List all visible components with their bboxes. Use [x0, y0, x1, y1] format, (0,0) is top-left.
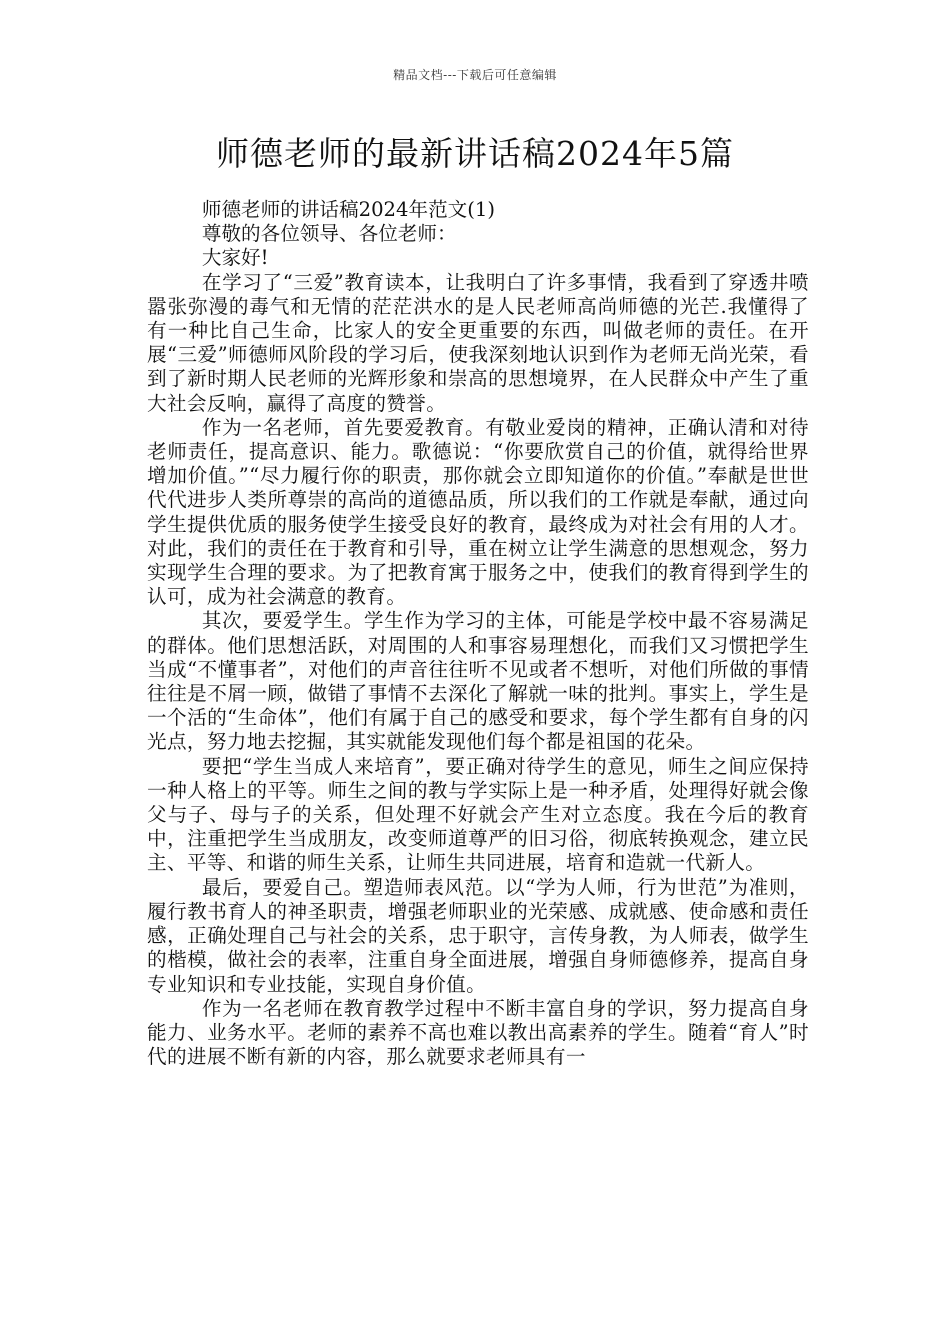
- header-note: 精品文档---下载后可任意编辑: [393, 68, 557, 82]
- paragraph: 作为一名老师，首先要爱教育。有敬业爱岗的精神，正确认清和对待老师责任，提高意识、能力。歌德说：“你要欣赏自己的价值，就得给世界增加价值。”“尽力履行你的职责，那你就会立即知道你的价值。”奉献是世世代代进步人类所尊崇的高尚的道德品质，所以我们的工作就是奉献，通过向学生提供优质的服务使学生接受良好的教育，最终成为对社会有用的人才。对此，我们的责任在于教育和引导，重在树立让学生满意的思想观念，努力实现学生合理的要求。为了把教育寓于服务之中，使我们的教育得到学生的认可，成为社会满意的教育。: [147, 415, 809, 609]
- document-title: 师德老师的最新讲话稿2024年5篇: [216, 134, 734, 173]
- paragraph: 最后，要爱自己。塑造师表风范。以“学为人师，行为世范”为准则，履行教书育人的神圣职责，增强老师职业的光荣感、成就感、使命感和责任感，正确处理自己与社会的关系，忠于职守，言传身教，为人师表，做学生的楷模，做社会的表率，注重自身全面进展，增强自身师德修养，提高自身专业知识和专业技能，实现自身价值。: [147, 875, 809, 996]
- paragraph: 要把“学生当成人来培育”，要正确对待学生的意见，师生之间应保持一种人格上的平等。师生之间的教与学实际上是一种矛盾，处理得好就会像父与子、母与子的关系，但处理不好就会产生对立态度。我在今后的教育中，注重把学生当成朋友，改变师道尊严的旧习俗，彻底转换观念，建立民主、平等、和谐的师生关系，让师生共同进展，培育和造就一代新人。: [147, 754, 809, 875]
- greeting: 大家好!: [201, 246, 269, 270]
- paragraph: 作为一名老师在教育教学过程中不断丰富自身的学识，努力提高自身能力、业务水平。老师的素养不高也难以教出高素养的学生。随着“育人”时代的进展不断有新的内容，那么就要求老师具有一: [147, 996, 809, 1069]
- document-body: [147, 198, 809, 1069]
- paragraph: 其次，要爱学生。学生作为学习的主体，可能是学校中最不容易满足的群体。他们思想活跃，对周围的人和事容易理想化，而我们又习惯把学生当成“不懂事者”，对他们的声音往往听不见或者不想听，对他们所做的事情往往是不屑一顾，做错了事情不去深化了解就一味的批判。事实上，学生是一个活的“生命体”，他们有属于自己的感受和要求，每个学生都有自身的闪光点，努力地去挖掘，其实就能发现他们每个都是祖国的花朵。: [147, 609, 809, 754]
- salutation: 尊敬的各位领导、各位老师：: [201, 222, 457, 246]
- paragraph: 在学习了“三爱”教育读本，让我明白了许多事情，我看到了穿透井喷嚣张弥漫的毒气和无情的茫茫洪水的是人民老师高尚师德的光芒.我懂得了有一种比自己生命，比家人的安全更重要的东西，叫做老师的责任。在开展“三爱”师德师风阶段的学习后，使我深刻地认识到作为老师无尚光荣，看到了新时期人民老师的光辉形象和崇高的思想境界，在人民群众中产生了重大社会反响，赢得了高度的赞誉。: [147, 270, 809, 415]
- subtitle: 师德老师的讲话稿2024年范文(1): [201, 198, 496, 221]
